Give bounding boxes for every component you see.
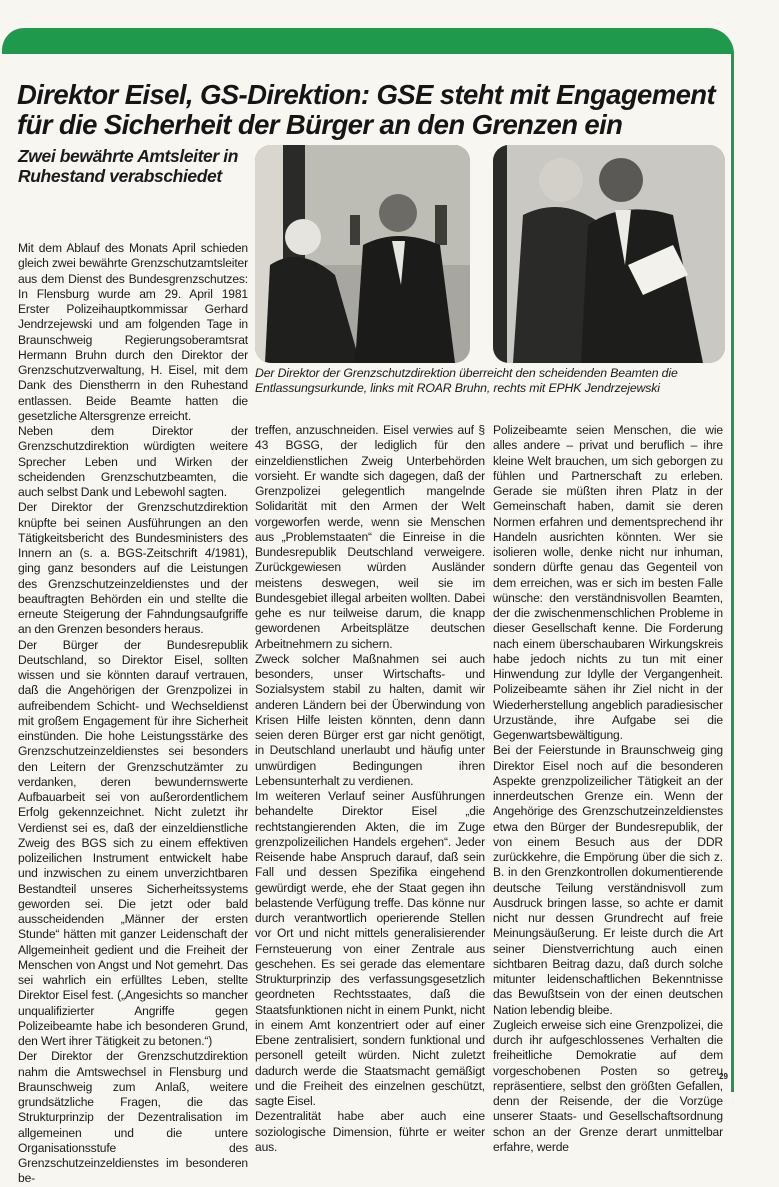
text-column-1 xyxy=(18,241,248,1187)
article-title: Direktor Eisel, GS-Direktion: GSE steht mit Engagement für die Sicherheit der Bürger an den Grenzen ein xyxy=(17,79,716,140)
paragraph: Dezentralität habe aber auch eine soziologische Dimension, führte er weiter aus. xyxy=(255,1109,485,1154)
paragraph: Der Direktor der Grenzschutzdirektion knüpfte bei seinen Ausführungen an den Tätigkeitsbericht des Bundesministers des Innern an (s. a. BGS-Zeitschrift 4/1981), ging ganz besonders auf die Leistungen des Grenzschutzeinzeldienstes und der beauftragten Behörden ein und stellte die erneute Steigerung der Fahndungsaufgriffe an den Grenzen besonders heraus. xyxy=(18,500,248,637)
paragraph: Der Direktor der Grenzschutzdirektion nahm die Amtswechsel in Flensburg und Braunschweig zum Anlaß, weitere grundsätzliche Fragen, die das Strukturprinzip der Dezentralisation im allgemeinen und die untere Organisationsstufe des Grenzschutzeinzeldienstes im besonderen be- xyxy=(18,1049,248,1186)
photo-handover-left xyxy=(255,145,470,363)
photo-caption: Der Direktor der Grenzschutzdirektion überreicht den scheidenden Beamten die Entlassungsurkunde, links mit ROAR Bruhn, rechts mit EPHK Jendrzejewski xyxy=(255,366,678,395)
article-subtitle: Zwei bewährte Amtsleiter in Ruhestand verabschiedet xyxy=(18,146,238,186)
page-number: 29 xyxy=(719,1072,728,1081)
paragraph: treffen, anzuschneiden. Eisel verwies auf § 43 BGSG, der lediglich für den einzeldienstlichen Zweig Unterbehörden vorsieht. Er wandte sich dagegen, daß der Grenzpolizei gelegentlich mangelnde Solidarität mit den Armen der Welt vorgeworfen werde, wenn sie Menschen aus „Problemstaaten“ die Einreise in die Bundesrepublik Deutschland verweigere. Zurückgewiesen würden Ausländer meistens deswegen, weil sie im Bundesgebiet illegal arbeiten wollten. Dabei gehe es nur teilweise darum, die knapp gewordenen Arbeitsplätze deutschen Arbeitnehmern zu sichern. xyxy=(255,423,485,651)
paragraph: Der Bürger der Bundesrepublik Deutschland, so Direktor Eisel, sollten wissen und sie könnten darauf vertrauen, daß die Angehörigen der Grenzpolizei in aufreibendem Schicht- und Wechseldienst mit großem Engagement für ihre Sicherheit einstünden. Die hohe Leistungsstärke des Grenzschutzeinzeldienstes sei besonders den Leitern der Grenzschutzämter zu verdanken, deren bewundernswerte Aufbauarbeit sei von außerordentlichem Erfolg gekennzeichnet. Nicht zuletzt ihr Verdienst sei es, daß der einzeldienstliche Zweig des BGS sich zu einem effektiven polizeilichen Instrument entwickelt habe und inzwischen zu einem unverzichtbaren Bestandteil unseres Sicherheitssystems geworden sei. Die jetzt oder bald ausscheidenden „Männer der ersten Stunde“ hätten mit ganzer Leidenschaft der Allgemeinheit gedient und die Freiheit der Menschen von Angst und Not gemehrt. Das sei wahrlich ein erfülltes Leben, stellte Direktor Eisel fest. („Angesichts so mancher unqualifizierter Angriffe gegen Polizeibeamte habe ich besonderen Grund, den Wert ihrer Tätigkeit zu betonen.“) xyxy=(18,637,248,1048)
paragraph: Im weiteren Verlauf seiner Ausführungen behandelte Direktor Eisel „die rechtstangierenden Akten, die im Zuge grenzpolizeilichen Handels ergehen“. Jeder Reisende habe Anspruch darauf, daß sein Fall und dessen Spezifika eingehend gewürdigt werde, ehe der Staat gegen ihn belastende Verfügung treffe. Das könne nur durch verantwortlich operierende Stellen vor Ort und nicht mittels generalisierender Fernsteuerung von einer Zentrale aus geschehen. Es sei gerade das elementare Strukturprinzip des verfassungsgesetzlich geordneten Rechtsstaates, daß die Staatsfunktionen nicht in einem Punkt, nicht in einem Amt konzentriert oder auf einer Ebene zentralisiert, sondern funktional und personell geteilt würden. Nicht zuletzt dadurch werde die Staatsmacht gemäßigt und die Freiheit des einzelnen geschützt, sagte Eisel. xyxy=(255,789,485,1108)
text-column-2 xyxy=(255,423,485,1155)
text-column-3 xyxy=(493,423,723,1155)
photo-handover-right xyxy=(493,145,725,363)
paragraph: Bei der Feierstunde in Braunschweig ging Direktor Eisel noch auf die besonderen Aspekte grenzpolizeilicher Tätigkeit an der innerdeutschen Grenze ein. Wenn der Angehörige des Grenzschutzeinzeldienstes etwa den Bürger der Bundesrepublik, der von einem Besuch aus der DDR zurückkehre, die Empörung über die sich z. B. in den Grenzkontrollen dokumentierende deutsche Teilung verständnisvoll zum Ausdruck bringen lasse, so achte er damit nicht nur dessen Grundrecht auf freie Meinungsäußerung. Er leiste durch die Art seiner Dienstverrichtung auch einen sichtbaren Beitrag dazu, daß durch solche mitunter leidenschaftlichen Bekenntnisse das Bewußtsein von der einen deutschen Nation lebendig bleibe. xyxy=(493,743,723,1017)
paragraph: Zugleich erweise sich eine Grenzpolizei, die durch ihr aufgeschlossenes Verhalten die freiheitliche Demokratie auf dem vorgeschobenen Posten so getreu repräsentiere, selbst den größten Gefallen, denn der Reisende, der die Vorzüge unserer Staats- und Gesellschaftsordnung schon an der Grenze derart unmittelbar erfahre, werde xyxy=(493,1017,723,1154)
paragraph: Mit dem Ablauf des Monats April schieden gleich zwei bewährte Grenzschutzamtsleiter aus dem Dienst des Bundesgrenzschutzes: In Flensburg wurde am 29. April 1981 Erster Polizeihauptkommissar Gerhard Jendrzejewski und am folgenden Tage in Braunschweig Regierungsoberamtsrat Hermann Bruhn durch den Direktor der Grenzschutzverwaltung, H. Eisel, mit dem Dank des Dienstherrn in den Ruhestand entlassen. Beide Beamte hatten die gesetzliche Altersgrenze erreicht. xyxy=(18,241,248,423)
paragraph: Neben dem Direktor der Grenzschutzdirektion würdigten weitere Sprecher Leben und Wirken der scheidenden Grenzschutzbeamten, die auch selbst Dank und Lebewohl sagten. xyxy=(18,424,248,499)
paragraph: Zweck solcher Maßnahmen sei auch besonders, unser Wirtschafts- und Sozialsystem stabil zu halten, damit wir anderen Ländern bei der Überwindung von Krisen Hilfe leisten könnten, denn dann seien deren Bürger erst gar nicht genötigt, in Deutschland unerlaubt und häufig unter unwürdigen Bedingungen ihren Lebensunterhalt zu verdienen. xyxy=(255,651,485,788)
paragraph: Polizeibeamte seien Menschen, die wie alles andere – privat und beruflich – ihre kleine Welt brauchen, um sich geborgen zu fühlen und Partnerschaft zu erleben. Gerade sie müßten ihren Platz in der Gemeinschaft haben, damit sie deren Normen erfahren und dementsprechend ihr Handeln ausrichten könnten. Wer sie isolieren wolle, denke nicht nur inhuman, sondern dürfte genau das Gegenteil von dem erreichen, was er sich im besten Falle wünsche: den verständnisvollen Beamten, der die zwischenmenschlichen Probleme in dieser Gesellschaft kenne. Die Forderung nach einem überschaubaren Wirkungskreis habe jedoch nichts zu tun mit einer Hinwendung zur Idylle der Vergangenheit. Polizeibeamte sähen ihr Ziel nicht in der Wiederherstellung angeblich paradiesischer Urzustände, ihre Aufgabe sei die Gegenwartsbewältigung. xyxy=(493,423,723,742)
